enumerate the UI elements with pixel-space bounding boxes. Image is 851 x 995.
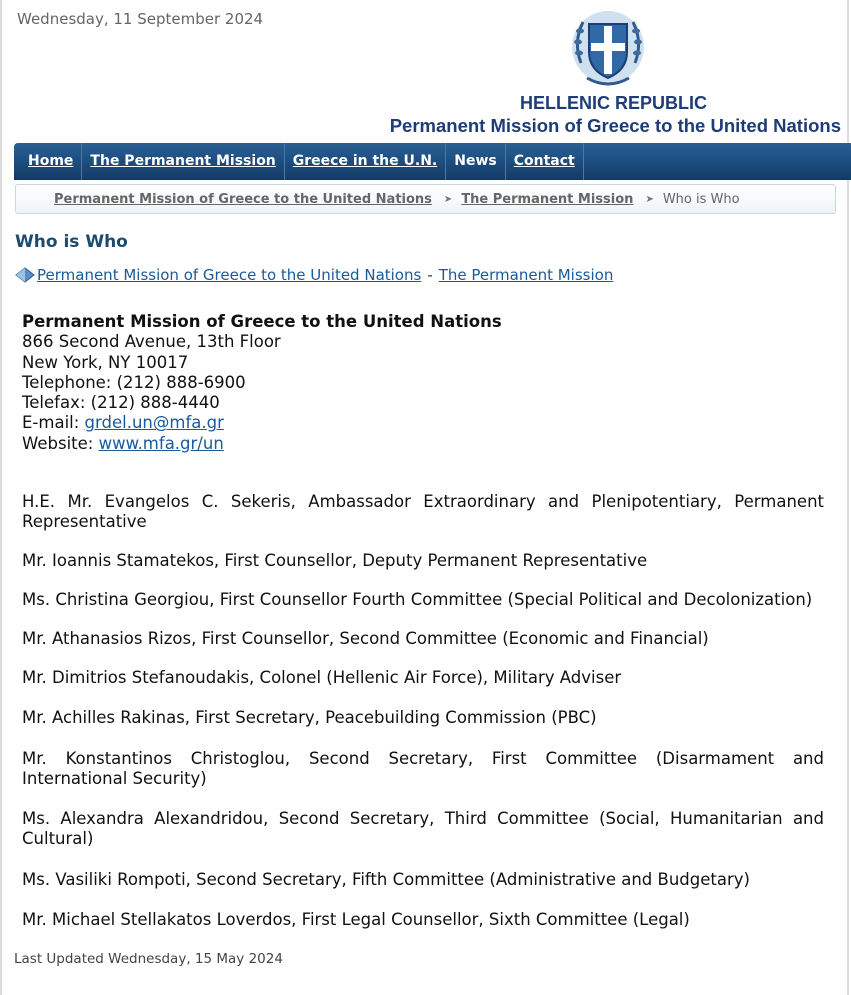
breadcrumb	[15, 184, 836, 214]
contact-email-row	[22, 413, 502, 433]
nav-permanent-mission[interactable]: The Permanent Mission	[82, 143, 284, 180]
nav-news[interactable]: News	[446, 143, 505, 180]
contact-address-line2: New York, NY 10017	[22, 352, 189, 372]
contact-org-name: Permanent Mission of Greece to the United Nations	[22, 312, 502, 331]
contact-email-label: E-mail:	[22, 413, 85, 433]
staff-entry: Mr. Achilles Rakinas, First Secretary, Peacebuilding Commission (PBC)	[22, 708, 597, 727]
staff-entry: Mr. Ioannis Stamatekos, First Counsellor, Deputy Permanent Representative	[22, 551, 648, 570]
site-header-title	[390, 93, 841, 137]
contact-address-line1: 866 Second Avenue, 13th Floor	[22, 332, 281, 352]
category-separator: -	[427, 266, 433, 284]
breadcrumb-current: Who is Who	[662, 191, 740, 207]
category-path	[15, 266, 613, 284]
contact-telephone: Telephone: (212) 888-6900	[22, 372, 246, 392]
category-folder-icon	[15, 266, 35, 284]
last-updated: Last Updated Wednesday, 15 May 2024	[14, 951, 283, 967]
nav-home[interactable]: Home	[20, 143, 82, 180]
main-nav	[14, 143, 851, 180]
staff-entry: Mr. Konstantinos Christoglou, Second Secretary, First Committee (Disarmament and International Security)	[22, 749, 824, 788]
staff-entry: H.E. Mr. Evangelos C. Sekeris, Ambassador Extraordinary and Plenipotentiary, Permanent Representative	[22, 492, 824, 531]
contact-website-row	[22, 434, 502, 454]
nav-contact[interactable]: Contact	[506, 143, 584, 180]
page-title: Who is Who	[15, 232, 128, 252]
mission-name: Permanent Mission of Greece to the United Nations	[389, 115, 841, 136]
contact-block	[22, 312, 502, 454]
country-name: HELLENIC REPUBLIC	[519, 93, 707, 113]
contact-email-link[interactable]: grdel.un@mfa.gr	[84, 413, 224, 433]
chevron-right-icon: ➤	[443, 193, 453, 205]
category-link-permanent-mission[interactable]: The Permanent Mission	[438, 266, 614, 284]
breadcrumb-link-mission[interactable]: Permanent Mission of Greece to the United Nations	[54, 191, 432, 207]
breadcrumb-link-permanent-mission[interactable]: The Permanent Mission	[461, 191, 634, 207]
chevron-right-icon: ➤	[645, 193, 654, 205]
contact-website-link[interactable]: www.mfa.gr/un	[98, 433, 224, 453]
coat-of-arms-icon	[567, 8, 649, 90]
staff-entry: Ms. Christina Georgiou, First Counsellor Fourth Committee (Special Political and Decolonization)	[22, 590, 813, 609]
staff-entry: Ms. Alexandra Alexandridou, Second Secretary, Third Committee (Social, Humanitarian and Cultural)	[22, 809, 824, 848]
current-date: Wednesday, 11 September 2024	[17, 10, 264, 28]
contact-website-label: Website:	[22, 433, 99, 453]
contact-telefax: Telefax: (212) 888-4440	[22, 393, 220, 413]
staff-list	[22, 492, 824, 930]
staff-entry: Mr. Athanasios Rizos, First Counsellor, Second Committee (Economic and Financial)	[22, 629, 709, 648]
staff-entry: Ms. Vasiliki Rompoti, Second Secretary, Fifth Committee (Administrative and Budgetary)	[22, 870, 750, 889]
staff-entry: Mr. Michael Stellakatos Loverdos, First Legal Counsellor, Sixth Committee (Legal)	[22, 910, 690, 929]
category-link-mission[interactable]: Permanent Mission of Greece to the United Nations	[37, 266, 422, 284]
staff-entry: Mr. Dimitrios Stefanoudakis, Colonel (Hellenic Air Force), Military Adviser	[22, 668, 622, 687]
nav-greece-in-un[interactable]: Greece in the U.N.	[285, 143, 446, 180]
